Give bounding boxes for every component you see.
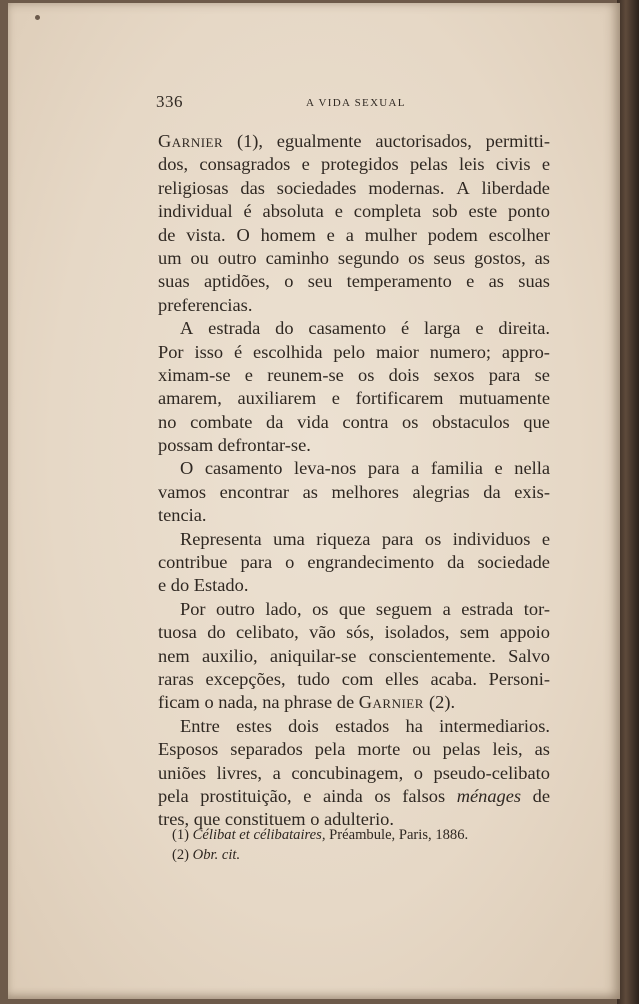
footnote [172,845,532,865]
text-line: uniões livres, a concubinagem, o pseudo-celibato [158,762,550,783]
text-line: Por isso é escolhida pelo maior numero; appro- [158,341,550,362]
text-line: contribue para o engrandecimento da sociedade [158,552,550,573]
text-line: pela prostituição, e ainda os falsos ménages de [158,785,550,806]
paragraph [158,457,550,527]
paragraph [158,130,550,317]
text-line: amarem, auxiliarem e fortificarem mutuamente [158,388,550,409]
text-line: religiosas das sociedades modernas. A liberdade [158,177,550,198]
book-page [8,3,620,999]
footnotes [172,825,532,865]
text-line: suas aptidões, o seu temperamento e as suas [158,271,550,292]
text-line: no combate da vida contra os obstaculos que [158,411,550,432]
text-line: tencia. [158,505,207,526]
text-line: de vista. O homem e a mulher podem escolher [158,224,550,245]
footnote-marker: (1) [172,827,193,843]
text-line: tuosa do celibato, vão sós, isolados, sem appoio [158,622,550,643]
text-line: vamos encontrar as melhores alegrias da exis- [158,481,550,502]
text-line: Garnier (1), egualmente auctorisados, permitti- [158,131,550,151]
footnote-title: Obr. cit. [192,847,241,863]
footnote-marker: (2) [172,847,193,863]
footnote-title: Célibat et célibataires, [192,827,326,843]
text-line: Entre estes dois estados ha intermediarios. [180,715,550,736]
page-body [158,130,550,832]
text-line: individual é absoluta e completa sob este ponto [158,201,550,222]
running-head: A VIDA SEXUAL [306,97,406,109]
text-line: preferencias. [158,294,253,315]
page-number: 336 [156,92,183,111]
text-line: tres, que constituem o adulterio. [158,809,394,830]
paragraph [158,715,550,832]
text-line: Esposos separados pela morte ou pelas leis, as [158,739,550,760]
text-line: O casamento leva-nos para a familia e nella [180,458,550,479]
text-line: Por outro lado, os que seguem a estrada tor- [180,598,550,619]
text-line: nem auxilio, aniquilar-se conscientemente. Salvo [158,645,550,666]
text-line: dos, consagrados e protegidos pelas leis civis e [158,154,550,175]
text-line: ximam-se e reunem-se os dois sexos para se [158,364,550,385]
text-line: Representa uma riqueza para os individuos e [180,528,550,549]
book-spine [617,0,639,1004]
paragraph [158,317,550,457]
page-header [156,92,548,116]
text-line: possam defrontar-se. [158,435,311,456]
paragraph [158,598,550,715]
text-line: raras excepções, tudo com elles acaba. Personi- [158,668,550,689]
footnote [172,825,532,845]
pin-hole [35,15,40,20]
footnote-text: Préambule, Paris, 1886. [325,827,469,843]
text-line: A estrada do casamento é larga e direita. [180,318,550,339]
paragraph [158,528,550,598]
text-line: e do Estado. [158,575,249,596]
text-line: um ou outro caminho segundo os seus gostos, as [158,247,550,268]
text-line: ficam o nada, na phrase de Garnier (2). [158,692,456,713]
